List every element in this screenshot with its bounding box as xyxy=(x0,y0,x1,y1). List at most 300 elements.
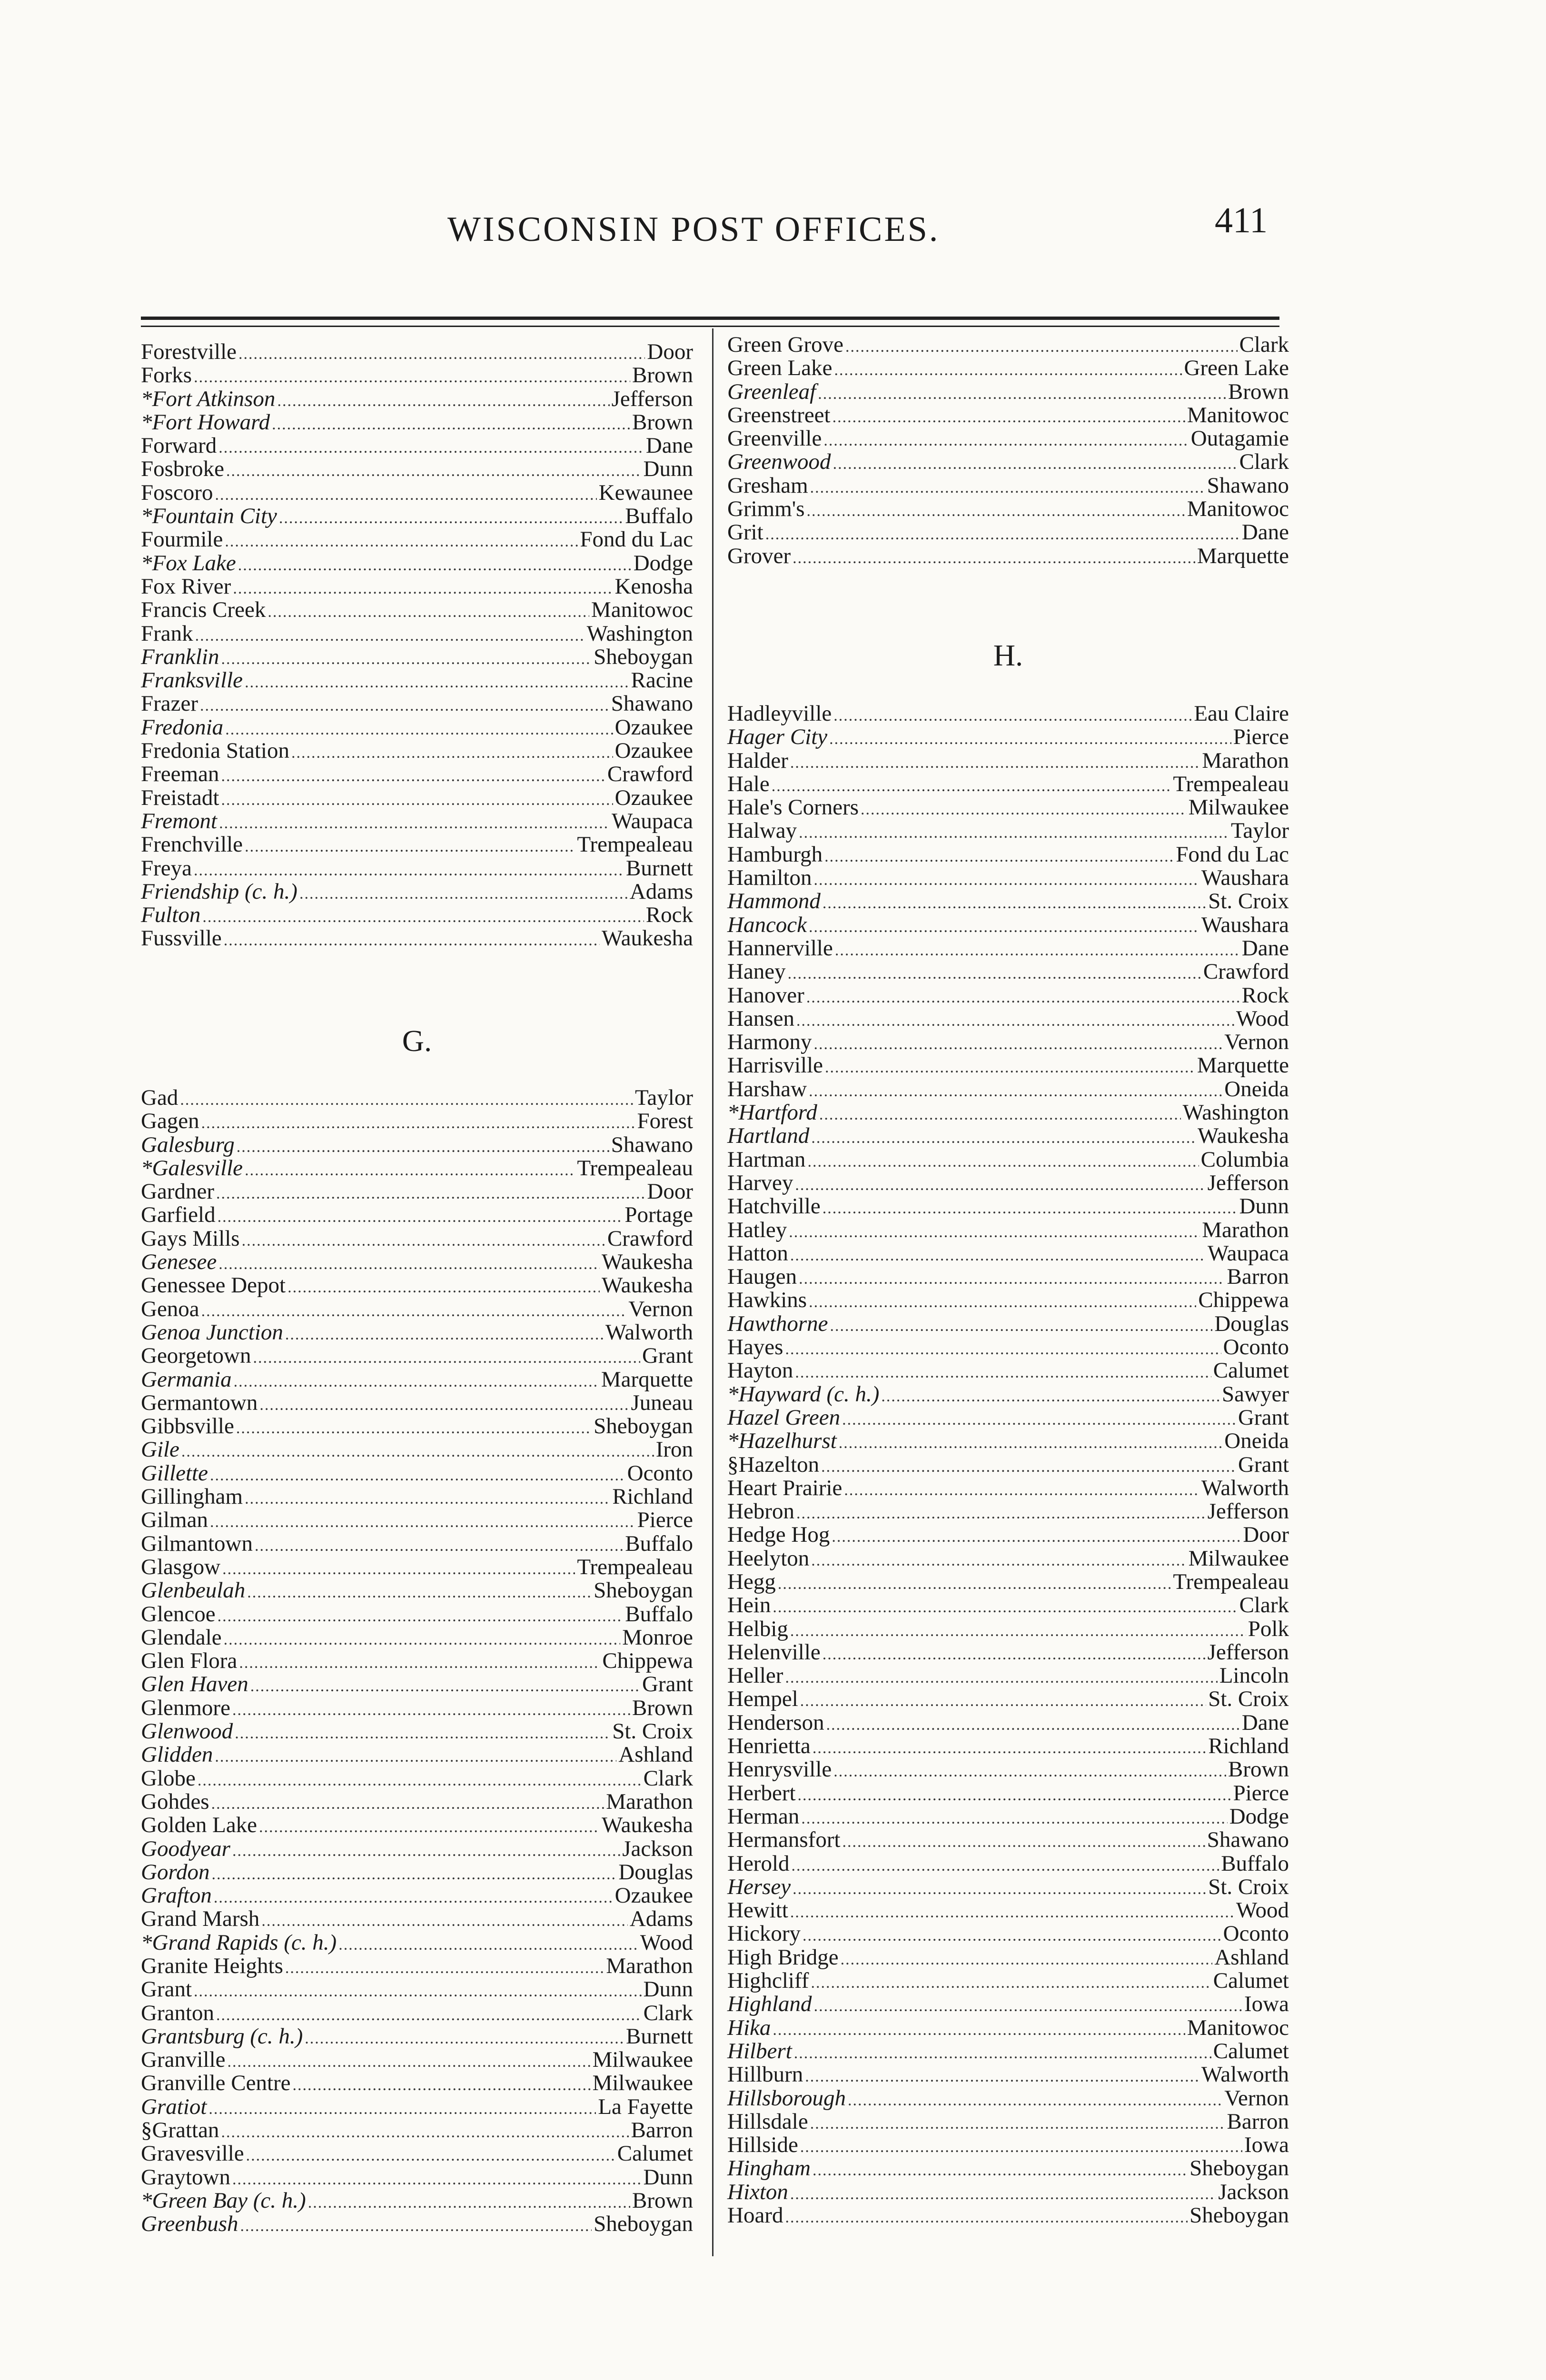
county-name: Racine xyxy=(631,668,693,693)
county-name: Grant xyxy=(642,1343,693,1368)
county-name: Dunn xyxy=(643,1977,693,2002)
post-office-name: Harmony xyxy=(727,1030,812,1055)
county-name: Ozaukee xyxy=(614,785,693,810)
post-office-name: Helbig xyxy=(727,1616,788,1641)
county-name: Brown xyxy=(632,1695,693,1720)
post-office-name: Friendship (c. h.) xyxy=(141,879,297,904)
post-office-name: Hempel xyxy=(727,1686,798,1712)
post-office-name: Hannerville xyxy=(727,935,833,961)
county-name: Columbia xyxy=(1200,1147,1289,1172)
county-name: Walworth xyxy=(1201,2062,1289,2087)
county-name: Grant xyxy=(1238,1452,1289,1477)
post-office-entry xyxy=(727,380,1289,404)
county-name: Kewaunee xyxy=(598,480,693,505)
dot-leader xyxy=(785,1666,1217,1689)
post-office-entry xyxy=(141,786,693,810)
dot-leader xyxy=(773,1596,1237,1619)
post-office-name: Greenwood xyxy=(727,449,831,475)
post-office-entry xyxy=(141,692,693,715)
county-name: Sheboygan xyxy=(1189,2156,1289,2181)
post-office-entry xyxy=(727,819,1289,843)
dot-leader xyxy=(202,905,644,929)
post-office-entry xyxy=(141,2095,693,2119)
post-office-entry xyxy=(141,857,693,880)
post-office-name: Haney xyxy=(727,959,786,984)
post-office-name: Gays Mills xyxy=(141,1226,240,1251)
post-office-name: Herold xyxy=(727,1851,790,1876)
post-office-entry xyxy=(727,1289,1289,1312)
post-office-entry xyxy=(727,1687,1289,1711)
dot-leader xyxy=(221,647,592,671)
post-office-entry xyxy=(727,937,1289,960)
post-office-entry xyxy=(727,1054,1289,1077)
dot-leader xyxy=(826,1713,1240,1736)
county-name: Brown xyxy=(632,363,693,388)
post-office-entry xyxy=(727,1148,1289,1171)
page-number: 411 xyxy=(1215,200,1268,240)
dot-leader xyxy=(818,382,1226,406)
dot-leader xyxy=(200,694,609,717)
post-office-name: Henrysville xyxy=(727,1757,832,1782)
dot-leader xyxy=(218,1205,623,1229)
county-name: Sheboygan xyxy=(594,644,693,669)
dot-leader xyxy=(790,2182,1216,2206)
county-name: Clark xyxy=(643,2000,693,2025)
post-office-name: Gile xyxy=(141,1437,179,1462)
post-office-entry xyxy=(727,1828,1289,1852)
post-office-entry xyxy=(141,411,693,434)
post-office-entry xyxy=(141,1438,693,1461)
post-office-name: Germantown xyxy=(141,1390,258,1415)
post-office-entry xyxy=(727,1758,1289,1781)
post-office-name: Hazel Green xyxy=(727,1405,841,1430)
dot-leader xyxy=(195,624,585,647)
post-office-name: Glencoe xyxy=(141,1601,216,1626)
dot-leader xyxy=(285,1323,604,1346)
post-office-entry xyxy=(141,1391,693,1415)
county-name: Door xyxy=(647,1179,693,1204)
post-office-entry xyxy=(141,810,693,833)
dot-leader xyxy=(245,835,575,858)
post-office-entry xyxy=(141,1673,693,1696)
left-column xyxy=(141,0,693,2380)
county-name: Oneida xyxy=(1224,1076,1289,1101)
county-name: Trempealeau xyxy=(577,832,693,857)
section-heading-h: H. xyxy=(993,638,1023,672)
post-office-entry xyxy=(727,1195,1289,1218)
post-office-name: Hebron xyxy=(727,1499,794,1524)
post-office-entry xyxy=(141,1110,693,1133)
county-name: Pierce xyxy=(1233,1780,1289,1805)
dot-leader xyxy=(794,2042,1211,2065)
county-name: Clark xyxy=(1239,1593,1289,1618)
post-office-entry xyxy=(727,960,1289,983)
post-office-entry xyxy=(141,1532,693,1556)
post-office-name: Gilman xyxy=(141,1507,208,1533)
post-office-entry xyxy=(141,1227,693,1250)
dot-leader xyxy=(268,600,589,624)
county-name: Iowa xyxy=(1244,2132,1289,2158)
post-office-entry xyxy=(141,1720,693,1743)
county-name: Jefferson xyxy=(1207,1639,1289,1665)
dot-leader xyxy=(236,1417,592,1440)
post-office-entry xyxy=(727,450,1289,474)
post-office-name: Hewitt xyxy=(727,1898,788,1923)
county-name: Manitowoc xyxy=(1187,2015,1289,2040)
post-office-entry xyxy=(141,1837,693,1861)
post-office-entry xyxy=(141,1884,693,1907)
county-name: Calumet xyxy=(617,2141,693,2166)
post-office-name: Gagen xyxy=(141,1109,199,1134)
post-office-entry xyxy=(727,913,1289,937)
county-name: Waukesha xyxy=(602,1250,693,1275)
post-office-name: Hatchville xyxy=(727,1194,821,1219)
post-office-name: Hingham xyxy=(727,2156,811,2181)
dot-leader xyxy=(222,1557,575,1581)
post-office-entry xyxy=(727,1265,1289,1289)
dot-leader xyxy=(790,1619,1246,1643)
g-entries-list xyxy=(141,1086,693,2236)
post-office-name: Germania xyxy=(141,1367,232,1392)
county-name: Vernon xyxy=(1224,2085,1289,2111)
dot-leader xyxy=(848,2089,1222,2112)
post-office-name: Highcliff xyxy=(727,1968,809,1993)
right-column xyxy=(727,0,1289,2380)
post-office-name: Gordon xyxy=(141,1859,210,1884)
county-name: Portage xyxy=(624,1202,693,1228)
post-office-name: Gilmantown xyxy=(141,1531,253,1556)
post-office-name: Heelyton xyxy=(727,1546,810,1571)
county-name: St. Croix xyxy=(1208,889,1289,914)
post-office-name: *Fountain City xyxy=(141,504,277,529)
county-name: Brown xyxy=(1228,379,1289,404)
post-office-name: *Fox Lake xyxy=(141,550,236,575)
dot-leader xyxy=(224,1628,621,1651)
dot-leader xyxy=(245,1159,575,1182)
post-office-entry xyxy=(141,340,693,364)
post-office-name: *Grand Rapids (c. h.) xyxy=(141,1930,337,1955)
county-name: Sheboygan xyxy=(594,1414,693,1439)
post-office-name: Hedge Hog xyxy=(727,1522,830,1547)
county-name: Green Lake xyxy=(1184,356,1289,381)
post-office-name: Hillburn xyxy=(727,2062,803,2087)
post-office-name: Hale xyxy=(727,771,770,796)
dot-leader xyxy=(793,546,1195,570)
post-office-name: Hale's Corners xyxy=(727,795,859,820)
county-name: Milwaukee xyxy=(592,2047,693,2073)
post-office-name: Hickory xyxy=(727,1921,801,1946)
county-name: Shawano xyxy=(611,691,693,716)
county-name: Douglas xyxy=(1214,1311,1289,1336)
dot-leader xyxy=(881,1385,1220,1408)
dot-leader xyxy=(796,1502,1206,1525)
post-office-entry xyxy=(141,645,693,669)
county-name: Door xyxy=(647,339,693,364)
county-name: Crawford xyxy=(607,1226,693,1251)
post-office-entry xyxy=(727,725,1289,749)
post-office-entry xyxy=(727,474,1289,497)
post-office-name: Halder xyxy=(727,748,788,773)
post-office-name: Fulton xyxy=(141,902,201,928)
post-office-entry xyxy=(727,1007,1289,1031)
post-office-entry xyxy=(141,716,693,739)
post-office-entry xyxy=(727,357,1289,380)
post-office-name: Hillside xyxy=(727,2132,798,2158)
post-office-entry xyxy=(727,2157,1289,2180)
post-office-name: Hatton xyxy=(727,1240,788,1266)
dot-leader xyxy=(773,2018,1185,2042)
post-office-name: Glenmore xyxy=(141,1695,230,1720)
post-office-entry xyxy=(141,2189,693,2212)
county-name: Chippewa xyxy=(1198,1288,1289,1313)
dot-leader xyxy=(811,1126,1196,1150)
county-name: Walworth xyxy=(1201,1475,1289,1500)
post-office-name: Gardner xyxy=(141,1179,214,1204)
dot-leader xyxy=(807,499,1185,523)
post-office-name: Hamburgh xyxy=(727,842,823,867)
post-office-name: Gibbsville xyxy=(141,1414,234,1439)
dot-leader xyxy=(833,704,1192,727)
county-name: Eau Claire xyxy=(1194,701,1289,726)
dot-leader xyxy=(814,868,1199,892)
dot-leader xyxy=(287,1276,600,1299)
post-office-entry xyxy=(727,1453,1289,1477)
post-office-name: Henrietta xyxy=(727,1734,811,1759)
post-office-name: *Hazelhurst xyxy=(727,1428,837,1454)
post-office-name: Helenville xyxy=(727,1639,821,1665)
post-office-name: Henderson xyxy=(727,1710,824,1735)
post-office-name: *Green Bay (c. h.) xyxy=(141,2188,306,2213)
post-office-name: Heller xyxy=(727,1663,783,1688)
dot-leader xyxy=(259,1815,600,1839)
post-office-entry xyxy=(727,2110,1289,2133)
post-office-name: Hanover xyxy=(727,982,804,1008)
post-office-name: Herbert xyxy=(727,1780,796,1805)
dot-leader xyxy=(221,788,613,812)
post-office-name: Grant xyxy=(141,1977,192,2002)
county-name: Barron xyxy=(1227,1264,1289,1289)
county-name: Jefferson xyxy=(611,386,693,411)
post-office-name: Glasgow xyxy=(141,1554,221,1579)
post-office-entry xyxy=(727,702,1289,725)
county-name: Sheboygan xyxy=(1189,2203,1289,2228)
post-office-name: Galesburg xyxy=(141,1132,235,1157)
post-office-entry xyxy=(727,2181,1289,2204)
dot-leader xyxy=(814,1994,1242,2018)
post-office-name: Forward xyxy=(141,433,217,458)
post-office-name: Grover xyxy=(727,543,791,568)
post-office-entry xyxy=(141,2025,693,2048)
post-office-name: Genesee xyxy=(141,1250,217,1275)
dot-leader xyxy=(214,1886,613,1909)
post-office-name: Frenchville xyxy=(141,832,243,857)
county-name: Washington xyxy=(1182,1100,1289,1125)
dot-leader xyxy=(809,915,1199,939)
county-name: Dunn xyxy=(1239,1194,1289,1219)
dot-leader xyxy=(194,1980,642,2003)
county-name: Marquette xyxy=(601,1367,693,1392)
dot-leader xyxy=(841,1948,1213,1971)
county-name: Barron xyxy=(1227,2109,1289,2134)
post-office-name: Fredonia xyxy=(141,714,224,740)
dot-leader xyxy=(825,1056,1195,1079)
dot-leader xyxy=(232,2168,642,2191)
post-office-name: Hansen xyxy=(727,1006,794,1031)
post-office-entry xyxy=(727,427,1289,450)
post-office-name: Francis Creek xyxy=(141,597,266,623)
dot-leader xyxy=(233,577,613,600)
post-office-entry xyxy=(141,528,693,551)
post-office-name: Hersey xyxy=(727,1874,791,1899)
post-office-entry xyxy=(727,2204,1289,2227)
dot-leader xyxy=(272,413,630,436)
dot-leader xyxy=(226,459,642,483)
post-office-entry xyxy=(727,843,1289,866)
post-office-name: Gad xyxy=(141,1085,178,1110)
post-office-name: Hika xyxy=(727,2015,771,2040)
post-office-entry xyxy=(727,1124,1289,1148)
dot-leader xyxy=(259,1393,629,1417)
post-office-entry xyxy=(141,2072,693,2095)
county-name: Grant xyxy=(642,1672,693,1697)
dot-leader xyxy=(799,821,1229,844)
section-heading-g: G. xyxy=(402,1024,432,1058)
county-name: Dane xyxy=(1241,935,1289,961)
post-office-entry xyxy=(141,1790,693,1814)
post-office-name: Hancock xyxy=(727,912,807,937)
county-name: Waukesha xyxy=(602,1273,693,1298)
dot-leader xyxy=(801,1807,1227,1830)
post-office-entry xyxy=(727,2016,1289,2040)
post-office-name: Harshaw xyxy=(727,1076,807,1101)
county-name: Dane xyxy=(1241,1710,1289,1735)
post-office-entry xyxy=(141,434,693,457)
dot-leader xyxy=(813,2159,1188,2182)
post-office-name: Gillette xyxy=(141,1460,208,1486)
post-office-name: Herman xyxy=(727,1804,800,1829)
post-office-entry xyxy=(141,2142,693,2165)
dot-leader xyxy=(238,342,645,366)
dot-leader xyxy=(765,523,1240,546)
post-office-entry xyxy=(727,1594,1289,1617)
post-office-name: Grit xyxy=(727,520,763,545)
post-office-name: Glen Flora xyxy=(141,1648,238,1674)
post-office-entry xyxy=(141,1814,693,1837)
post-office-entry xyxy=(727,1242,1289,1265)
post-office-entry xyxy=(727,1852,1289,1875)
dot-leader xyxy=(242,1229,605,1252)
county-name: La Fayette xyxy=(598,2094,693,2119)
county-name: Wood xyxy=(1236,1006,1289,1031)
dot-leader xyxy=(861,798,1187,821)
post-office-name: §Hazelton xyxy=(727,1452,820,1477)
dot-leader xyxy=(208,2097,596,2121)
post-office-name: Grantsburg (c. h.) xyxy=(141,2023,303,2049)
post-office-entry xyxy=(727,1946,1289,1969)
county-name: Wood xyxy=(640,1930,693,1955)
post-office-name: Freeman xyxy=(141,762,219,787)
county-name: Dodge xyxy=(633,550,693,575)
post-office-name: Fredonia Station xyxy=(141,738,289,764)
county-name: Clark xyxy=(1239,332,1289,357)
dot-leader xyxy=(789,1220,1200,1244)
f-entries-list xyxy=(141,340,693,951)
post-office-entry xyxy=(141,2048,693,2072)
county-name: Ozaukee xyxy=(614,714,693,740)
post-office-name: *Hayward (c. h.) xyxy=(727,1381,880,1407)
county-name: Trempealeau xyxy=(577,1155,693,1180)
county-name: Taylor xyxy=(1231,818,1289,843)
county-name: Dane xyxy=(645,433,693,458)
post-office-name: Hayton xyxy=(727,1358,793,1383)
g-entries-continued-list xyxy=(727,333,1289,568)
dot-leader xyxy=(211,1792,605,1815)
post-office-entry xyxy=(141,2002,693,2025)
post-office-entry xyxy=(727,1078,1289,1101)
post-office-entry xyxy=(727,890,1289,913)
county-name: Trempealeau xyxy=(1173,1569,1289,1594)
post-office-entry xyxy=(727,2087,1289,2110)
post-office-name: Glendale xyxy=(141,1625,222,1650)
post-office-name: Glen Haven xyxy=(141,1672,248,1697)
dot-leader xyxy=(218,1252,600,1276)
post-office-entry xyxy=(727,1664,1289,1687)
dot-leader xyxy=(210,1464,625,1487)
county-name: Shawano xyxy=(1207,1827,1289,1853)
dot-leader xyxy=(194,859,624,882)
county-name: Dunn xyxy=(643,2164,693,2190)
dot-leader xyxy=(219,812,610,835)
county-name: Clark xyxy=(1239,449,1289,475)
post-office-name: Forestville xyxy=(141,339,237,364)
post-office-entry xyxy=(141,1579,693,1602)
post-office-entry xyxy=(727,1993,1289,2016)
post-office-name: Hammond xyxy=(727,889,821,914)
dot-leader xyxy=(198,1769,642,1792)
post-office-name: Haugen xyxy=(727,1264,797,1289)
dot-leader xyxy=(237,1135,609,1159)
dot-leader xyxy=(788,962,1201,985)
post-office-name: Granville xyxy=(141,2047,226,2073)
dot-leader xyxy=(299,882,628,905)
county-name: Iron xyxy=(655,1437,693,1462)
dot-leader xyxy=(839,1431,1222,1455)
county-name: Oconto xyxy=(1223,1921,1289,1946)
county-name: Dane xyxy=(1241,520,1289,545)
dot-leader xyxy=(793,1877,1206,1901)
county-name: Juneau xyxy=(631,1390,693,1415)
county-name: Marathon xyxy=(606,1953,693,1978)
dot-leader xyxy=(212,1863,617,1886)
post-office-name: Genessee Depot xyxy=(141,1273,286,1298)
county-name: Waushara xyxy=(1201,865,1289,891)
dot-leader xyxy=(790,1901,1234,1924)
county-name: Richland xyxy=(1208,1734,1289,1759)
dot-leader xyxy=(240,2214,592,2238)
dot-leader xyxy=(778,1572,1171,1596)
dot-leader xyxy=(201,1299,627,1323)
county-name: Waupaca xyxy=(1207,1240,1289,1266)
post-office-name: Glenwood xyxy=(141,1719,233,1744)
column-divider xyxy=(712,328,714,2256)
post-office-entry xyxy=(141,1696,693,1720)
dot-leader xyxy=(824,845,1174,868)
post-office-entry xyxy=(141,2119,693,2142)
dot-leader xyxy=(218,1605,624,1628)
post-office-entry xyxy=(141,1931,693,1954)
dot-leader xyxy=(232,1839,620,1863)
post-office-entry xyxy=(727,1641,1289,1664)
